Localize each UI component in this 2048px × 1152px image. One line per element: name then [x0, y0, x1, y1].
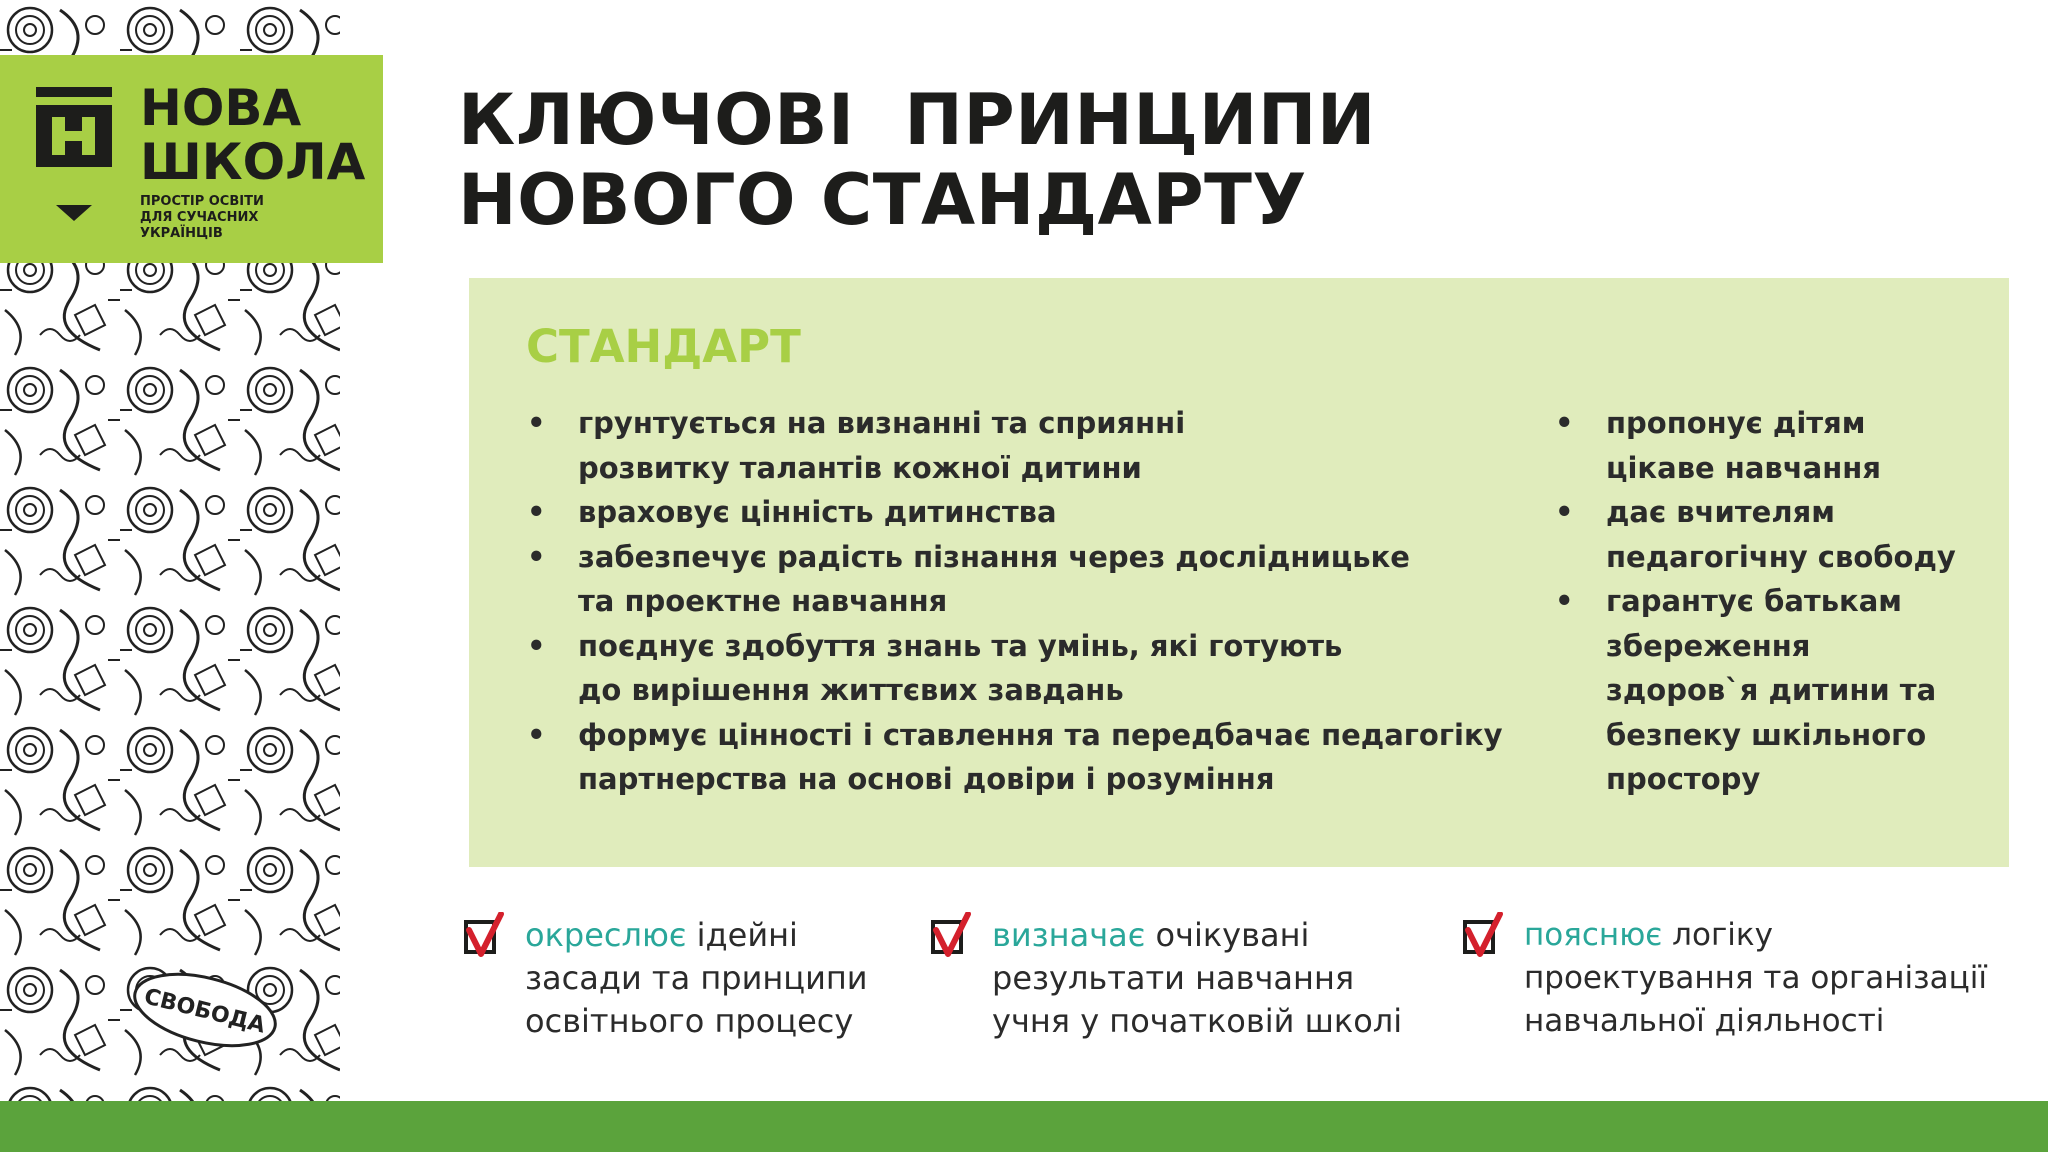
- logo-title-line2: ШКОЛА: [140, 133, 366, 191]
- logo-tagline: [140, 194, 264, 242]
- nova-shkola-logo-icon: [34, 87, 114, 222]
- list-item-line: збереження: [1606, 628, 1811, 663]
- list-item: [1497, 490, 2009, 579]
- logo-tagline-line3: УКРАЇНЦІВ: [140, 226, 223, 241]
- checklist-text-line: проектування та організації: [1524, 960, 1987, 996]
- list-item-line: дає вчителям: [1606, 495, 1835, 529]
- checklist-text-line: освітнього процесу: [525, 1002, 854, 1040]
- logo-tagline-line2: ДЛЯ СУЧАСНИХ: [140, 210, 259, 225]
- bullet-icon: •: [1555, 584, 1574, 618]
- checklist-text: [525, 914, 868, 1043]
- page-title-line2: НОВОГО СТАНДАРТУ: [458, 159, 1307, 241]
- freedom-label: СВОБОДА: [141, 984, 268, 1039]
- logo-tagline-line1: ПРОСТІР ОСВІТИ: [140, 194, 264, 209]
- checkbox-checked-icon: [930, 912, 972, 960]
- standard-list-right: [1497, 401, 2009, 802]
- list-item-line: формує цінності і ставлення та передбачає педагогіку: [578, 717, 1503, 752]
- list-item-line: безпеку шкільного: [1606, 717, 1927, 752]
- list-item-line: цікаве навчання: [1606, 450, 1881, 485]
- bullet-icon: •: [527, 406, 546, 440]
- list-item-line: розвитку талантів кожної дитини: [578, 450, 1142, 485]
- checklist-keyword: окреслює: [525, 916, 687, 954]
- list-item-line: поєднує здобуття знань та умінь, які готують: [578, 628, 1343, 663]
- list-item-line: до вирішення життєвих завдань: [578, 673, 1124, 707]
- checklist-text-line: ідейні: [686, 916, 798, 954]
- list-item-line: та проектне навчання: [578, 584, 948, 618]
- checklist-text: [992, 914, 1402, 1043]
- logo-title-line1: НОВА: [140, 79, 302, 137]
- standard-panel: [469, 278, 2009, 867]
- checkbox-checked-icon: [1462, 912, 1504, 960]
- checklist-text-line: учня у початковій школі: [992, 1002, 1403, 1040]
- list-item-line: педагогічну свободу: [1606, 539, 1956, 574]
- bottom-bar: [0, 1101, 2048, 1152]
- nova-shkola-logo: [0, 55, 383, 263]
- checklist-text-line: логіку: [1662, 917, 1773, 953]
- bullet-icon: •: [1555, 495, 1574, 529]
- list-item: [1497, 579, 2009, 802]
- checklist-keyword: пояснює: [1524, 917, 1663, 953]
- panel-heading: СТАНДАРТ: [526, 320, 801, 373]
- bullet-icon: •: [1555, 406, 1574, 440]
- bullet-icon: •: [527, 628, 546, 663]
- checkbox-checked-icon: [463, 912, 505, 960]
- list-item-line: партнерства на основі довіри і розуміння: [578, 762, 1275, 796]
- list-item: [1497, 401, 2009, 490]
- page-title-line1: КЛЮЧОВІ ПРИНЦИПИ: [458, 79, 1376, 161]
- page-title: [458, 80, 1376, 240]
- list-item-line: забезпечує радість пізнання через дослідницьке: [578, 539, 1410, 574]
- list-item: [469, 535, 1529, 624]
- list-item: [469, 713, 1529, 802]
- checklist-text-line: навчальної діяльності: [1524, 1003, 1885, 1039]
- bullet-icon: •: [527, 495, 546, 529]
- checklist-text-line: результати навчання: [992, 959, 1355, 997]
- list-item-line: грунтується на визнанні та сприянні: [578, 406, 1186, 440]
- list-item-line: враховує цінність дитинства: [578, 495, 1057, 529]
- bullet-icon: •: [527, 717, 546, 752]
- standard-list-left: [469, 401, 1529, 802]
- checklist-text-line: засади та принципи: [525, 959, 868, 997]
- bullet-icon: •: [527, 539, 546, 574]
- checklist-keyword: визначає: [992, 916, 1146, 954]
- list-item-line: простору: [1606, 762, 1761, 796]
- list-item-line: гарантує батькам: [1606, 584, 1903, 618]
- list-item: [469, 401, 1529, 490]
- list-item: [469, 490, 1529, 535]
- list-item-line: пропонує дітям: [1606, 406, 1866, 440]
- checklist-text: [1524, 914, 1987, 1043]
- list-item-line: здоров`я дитини та: [1606, 673, 1937, 707]
- logo-title: [140, 81, 365, 189]
- list-item: [469, 624, 1529, 713]
- checklist-text-line: очікувані: [1145, 916, 1310, 954]
